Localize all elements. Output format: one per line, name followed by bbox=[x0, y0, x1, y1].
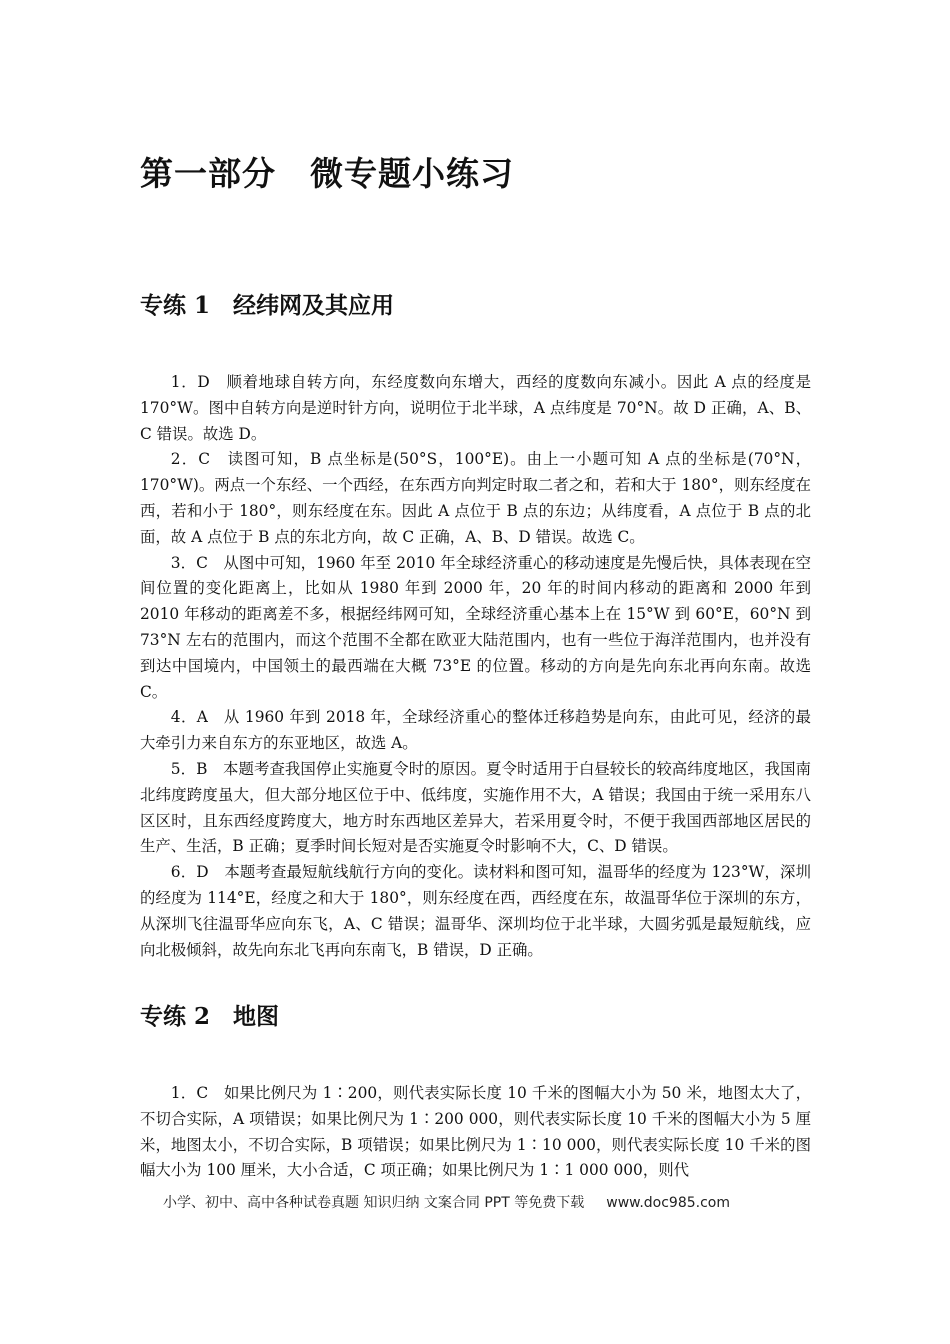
answer-paragraph: 2．C 读图可知，B 点坐标是(50°S，100°E)。由上一小题可知 A 点的坐标是(70°N，170°W)。两点一个东经、一个西经，在东西方向判定时取二者之和，若和大于 180°，则东经度在西，若和小于 180°，则东经度在东。因此 A 点位于 B 点的东边；从纬度看，A 点位于 B 点的北面，故 A 点位于 B 点的东北方向，故 C 正确，A、B、D 错误。故选 C。 bbox=[140, 450, 811, 546]
answer-paragraph: 6．D 本题考查最短航线航行方向的变化。读材料和图可知，温哥华的经度为 123°W，深圳的经度为 114°E，经度之和大于 180°，则东经度在西，西经度在东，故温哥华位于深圳的东方，从深圳飞往温哥华应向东飞，A、C 错误；温哥华、深圳均位于北半球，大圆劣弧是最短航线，应向北极倾斜，故先向东北飞再向东南飞，B 错误，D 正确。 bbox=[140, 863, 811, 959]
footer-url[interactable]: www.doc985.com bbox=[606, 1195, 730, 1211]
answer-paragraph: 3．C 从图中可知，1960 年至 2010 年全球经济重心的移动速度是先慢后快，具体表现在空间位置的变化距离上，比如从 1980 年到 2000 年，20 年的时间内移动的距离和 2000 年到 2010 年移动的距离差不多，根据经纬网可知，全球经济重心基本上在 15°W 到 60°E，60°N 到 73°N 左右的范围内，而这个范围不全都在欧亚大陆范围内，也有一些位于海洋范围内，也并没有到达中国境内，中国领土的最西端在大概 73°E 的位置。移动的方向是先向东北再向东南。故选 C。 bbox=[140, 553, 811, 701]
answer-paragraph: 4．A 从 1960 年到 2018 年，全球经济重心的整体迁移趋势是向东，由此可见，经济的最大牵引力来自东方的东亚地区，故选 A。 bbox=[140, 708, 811, 753]
answer-paragraph: 1．D 顺着地球自转方向，东经度数向东增大，西经的度数向东减小。因此 A 点的经度是 170°W。图中自转方向是逆时针方向，说明位于北半球，A 点纬度是 70°N。故 D 正确，A、B、C 错误。故选 D。 bbox=[140, 373, 811, 443]
section-1-answers bbox=[140, 370, 811, 963]
section-title-2: 专练 2 地图 bbox=[140, 1003, 280, 1030]
answer-paragraph: 5．B 本题考查我国停止实施夏令时的原因。夏令时适用于白昼较长的较高纬度地区，我国南北纬度跨度虽大，但大部分地区位于中、低纬度，实施作用不大，A 错误；我国由于统一采用东八区区时，且东西经度跨度大，地方时东西地区差异大，若采用夏令时，不便于我国西部地区居民的生产、生活，B 正确；夏季时间长短对是否实施夏令时影响不大，C、D 错误。 bbox=[140, 759, 811, 856]
section-title-1: 专练 1 经纬网及其应用 bbox=[140, 292, 395, 319]
part-title: 第一部分 微专题小练习 bbox=[140, 154, 514, 193]
page-footer bbox=[163, 1192, 730, 1212]
answer-paragraph: 1．C 如果比例尺为 1∶200，则代表实际长度 10 千米的图幅大小为 50 米，地图太大了，不切合实际，A 项错误；如果比例尺为 1∶200 000，则代表实际长度 10 千米的图幅大小为 5 厘米，地图太小，不切合实际，B 项错误；如果比例尺为 1∶10 000，则代表实际长度 10 千米的图幅大小为 100 厘米，大小合适，C 项正确；如果比例尺为 1∶1 000 000，则代 bbox=[140, 1084, 811, 1180]
footer-text: 小学、初中、高中各种试卷真题 知识归纳 文案合同 PPT 等免费下载 bbox=[163, 1195, 585, 1211]
section-2-answers bbox=[140, 1081, 811, 1184]
